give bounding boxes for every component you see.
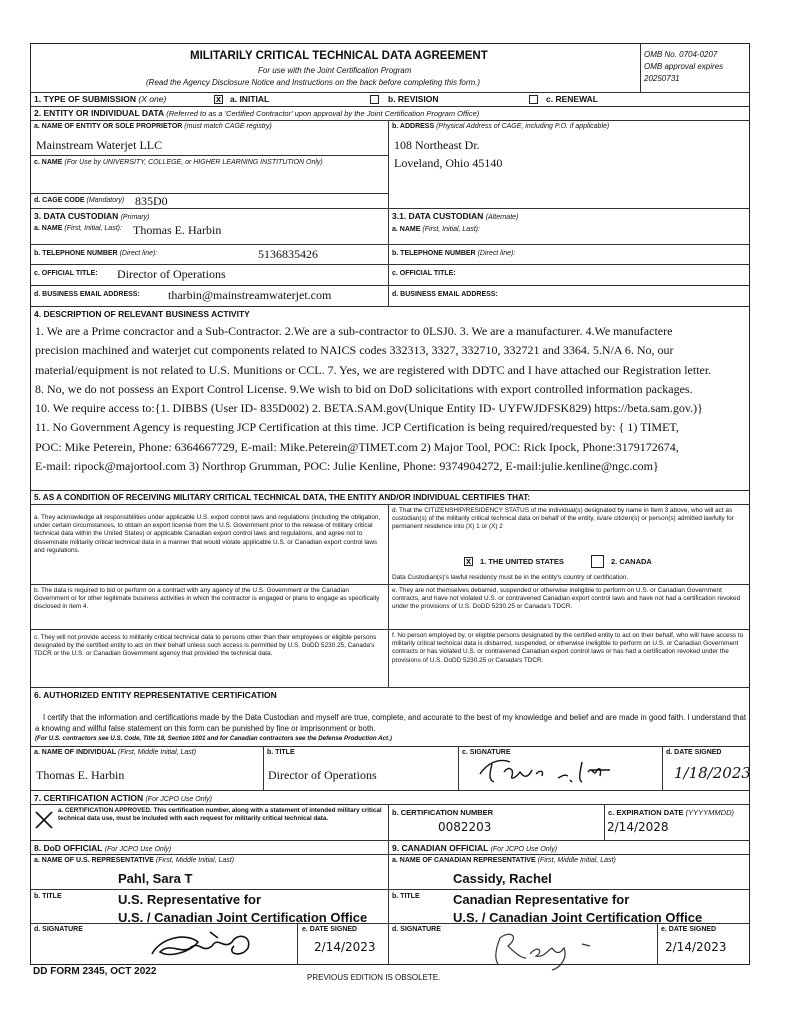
initial-label: a. INITIAL bbox=[230, 94, 270, 104]
address-label: b. ADDRESS (Physical Address of CAGE, including P.O. if applicable) bbox=[392, 123, 610, 130]
omb-approval: OMB approval expires bbox=[644, 62, 724, 71]
date-signed-value[interactable]: 1/18/2023 bbox=[674, 764, 751, 782]
address-line-1[interactable]: 108 Northeast Dr. bbox=[394, 138, 480, 152]
alt-custodian-email-label: d. BUSINESS EMAIL ADDRESS: bbox=[392, 291, 498, 298]
section-9-label: 9. CANADIAN OFFICIAL (For JCPO Use Only) bbox=[392, 843, 558, 853]
omb-number: OMB No. 0704-0207 bbox=[644, 50, 718, 59]
section-7-label: 7. CERTIFICATION ACTION (For JCPO Use Only) bbox=[34, 793, 212, 803]
activity-line: 8. No, we do not possess an Export Control License. 9.We wish to bid on DoD solicitations with export controlled information packages. bbox=[35, 381, 693, 396]
rep-signature-label: c. SIGNATURE bbox=[462, 749, 511, 756]
revision-checkbox[interactable] bbox=[370, 95, 379, 104]
ca-signature-label: d. SIGNATURE bbox=[392, 926, 441, 933]
custodian-name-label: a. NAME (First, Initial, Last): bbox=[34, 225, 122, 232]
us-rep-title-label: b. TITLE bbox=[34, 893, 62, 900]
us-residency-checkbox[interactable]: x bbox=[465, 556, 471, 566]
ca-rep-name-value[interactable]: Cassidy, Rachel bbox=[453, 871, 552, 886]
activity-line: POC: Mike Peterein, Phone: 6364667729, E-mail: Mike.Peterein@TIMET.com 2) Major Tool, POC: Rick Ipock, Phone:3179172674, bbox=[35, 439, 679, 454]
section-5-label: 5. AS A CONDITION OF RECEIVING MILITARY CRITICAL TECHNICAL DATA, THE ENTITY AND/OR INDIVIDUAL CERTIFIES THAT: bbox=[34, 493, 531, 502]
certify-a-text: a. They acknowledge all responsibilities under applicable U.S. export control laws and regulations (including the obligation, under certain circumstances, to obtain an export license from the U.S. Government prior to the release of military critical technical data within the United States) or applicable Canadian export control laws and regulations, and agree not to disseminate militarily critical technical data in a manner that would violate applicable U.S. or Canadian export control laws and regulations. bbox=[34, 514, 381, 554]
rep-title-label: b. TITLE bbox=[267, 749, 295, 756]
certify-b-text: b. The data is required to bid or perform on a contract with any agency of the U.S. Government or the Canadian Government or for other legitimate business activities in which the contractor is engaged or plans to engage as specifically disclosed in item 4. bbox=[34, 587, 380, 611]
residency-note: Data Custodian(s)'s lawful residency must be in the entity's country of certification. bbox=[392, 574, 629, 581]
ca-rep-name-label: a. NAME OF CANADIAN REPRESENTATIVE (First, Middle Initial, Last) bbox=[392, 857, 616, 864]
custodian-name-value[interactable]: Thomas E. Harbin bbox=[133, 223, 222, 237]
institution-name-label: c. NAME (For Use by UNIVERSITY, COLLEGE, or HIGHER LEARNING INSTITUTION Only) bbox=[34, 159, 323, 166]
ca-rep-title-label: b. TITLE bbox=[392, 893, 420, 900]
form-subtitle: For use with the Joint Certification Program bbox=[258, 66, 412, 75]
certify-f-text: f. No person employed by, or eligible persons designated by the certified entity to act on their behalf, who will have access to militarily critical technical data is disbarred, suspended, or otherwise ineligible to perform on U.S. or Canadian Government contracts or has violated U.S. or contravened Canadian export control laws or has had a certification revoked under the provisions of U.S. DoDD 5230.25 or Canada's TDCR. bbox=[392, 632, 744, 664]
certify-e-text: e. They are not themselves debarred, suspended or otherwise ineligible to perform on U.S. or Canadian Government contracts, and have not violated U.S. or contravened Canadian export control laws and have not had a certification revoked under the provisions of U.S. DoDD 5230.25 or Canada's TDCR. bbox=[392, 587, 741, 611]
section-8-label: 8. DoD OFFICIAL (For JCPO Use Only) bbox=[34, 843, 172, 853]
ca-rep-title-line-2[interactable]: U.S. / Canadian Joint Certification Office bbox=[453, 910, 703, 925]
canada-residency-label: 2. CANADA bbox=[611, 557, 652, 566]
activity-line: 1. We are a Prime concractor and a Sub-Contractor. 2.We are a sub-contractor to 0LSJ0. 3. We are a manufacturer. 4.We manufactere bbox=[35, 324, 673, 338]
section-3-label: 3. DATA CUSTODIAN (Primary) bbox=[34, 211, 150, 221]
alt-custodian-title-label: c. OFFICIAL TITLE: bbox=[392, 270, 456, 277]
certification-legal-note: (For U.S. contractors see U.S. Code, Title 18, Section 1001 and for Canadian contractors see the Defense Production Act.) bbox=[35, 735, 392, 742]
ca-date-signed-label: e. DATE SIGNED bbox=[661, 926, 717, 933]
approved-x-mark-icon bbox=[34, 810, 54, 830]
address-line-2[interactable]: Loveland, Ohio 45140 bbox=[394, 156, 503, 170]
expiration-label: c. EXPIRATION DATE (YYYYMMDD) bbox=[608, 808, 735, 817]
alt-custodian-name-label: a. NAME (First, Initial, Last): bbox=[392, 226, 480, 233]
approval-text: a. CERTIFICATION APPROVED. This certification number, along with a statement of intended military critical technical data use, must be included with each request for militarily critical technical data. bbox=[58, 807, 382, 822]
business-activity-text[interactable] bbox=[35, 322, 747, 476]
initial-checkbox[interactable]: x bbox=[215, 94, 221, 104]
ca-rep-signature[interactable] bbox=[486, 924, 616, 974]
us-signature-label: d. SIGNATURE bbox=[34, 926, 83, 933]
renewal-checkbox[interactable] bbox=[529, 95, 538, 104]
activity-line: 10. We require access to:{1. DIBBS (User ID- 835D002) 2. BETA.SAM.gov(Unique Entity ID- UYFWJDFSK829) https://beta.sam.gov.)} bbox=[35, 401, 703, 416]
custodian-phone-value[interactable]: 5136835426 bbox=[258, 247, 318, 261]
activity-line: 11. No Government Agency is requesting JCP Certification at this time. JCP Certification is being required/requested by: { 1) TIMET, bbox=[35, 420, 679, 435]
custodian-title-label: c. OFFICIAL TITLE: bbox=[34, 270, 98, 277]
rep-name-value[interactable]: Thomas E. Harbin bbox=[36, 768, 125, 782]
cage-code-label: d. CAGE CODE (Mandatory) bbox=[34, 197, 125, 204]
expiration-value[interactable]: 2/14/2028 bbox=[607, 820, 669, 834]
canada-residency-checkbox[interactable] bbox=[591, 555, 604, 568]
renewal-label: c. RENEWAL bbox=[546, 94, 598, 104]
section-1-label: 1. TYPE OF SUBMISSION (X one) bbox=[34, 94, 167, 104]
form-number: DD FORM 2345, OCT 2022 bbox=[33, 966, 157, 977]
certify-c-text: c. They will not provide access to militarily critical technical data to persons other than their employees or eligible persons designated by the certified entity to act on their behalf unless such access is permitted by U.S. DoDD 5230.25, Canada's TDCR or the U.S. or Canadian Government agency that provided the technical data. bbox=[34, 634, 377, 658]
cert-number-label: b. CERTIFICATION NUMBER bbox=[392, 808, 494, 817]
obsolete-note: PREVIOUS EDITION IS OBSOLETE. bbox=[307, 973, 441, 982]
custodian-title-value[interactable]: Director of Operations bbox=[117, 267, 226, 281]
us-rep-name-label: a. NAME OF U.S. REPRESENTATIVE (First, Middle Initial, Last) bbox=[34, 857, 235, 864]
cert-number-value[interactable]: 0082203 bbox=[438, 820, 492, 834]
ca-rep-title-line-1[interactable]: Canadian Representative for bbox=[453, 892, 630, 907]
date-signed-label: d. DATE SIGNED bbox=[666, 749, 722, 756]
entity-name-label: a. NAME OF ENTITY OR SOLE PROPRIETOR (must match CAGE registry) bbox=[34, 123, 272, 130]
us-rep-signature[interactable] bbox=[140, 924, 270, 964]
ca-date-signed-value[interactable]: 2/14/2023 bbox=[665, 940, 727, 954]
activity-line: E-mail: ripock@majortool.com 3) Northrop Grumman, POC: Julie Kenline, Phone: 9374904272, E-mail:julie.kenline@ngc.com} bbox=[35, 459, 659, 474]
us-residency-label: 1. THE UNITED STATES bbox=[480, 557, 564, 566]
us-rep-title-line-2[interactable]: U.S. / Canadian Joint Certification Office bbox=[118, 910, 368, 925]
us-rep-title-line-1[interactable]: U.S. Representative for bbox=[118, 892, 262, 907]
rep-signature[interactable] bbox=[470, 752, 650, 788]
form-instructions: (Read the Agency Disclosure Notice and Instructions on the back before completing this form.) bbox=[146, 78, 481, 87]
rep-name-label: a. NAME OF INDIVIDUAL (First, Middle Initial, Last) bbox=[34, 749, 197, 756]
rep-title-value[interactable]: Director of Operations bbox=[268, 768, 377, 782]
custodian-email-value[interactable]: tharbin@mainstreamwaterjet.com bbox=[168, 288, 332, 302]
certify-d-text: d. That the CITIZENSHIP/RESIDENCY STATUS of the individual(s) designated by name in Item 3 above, who will act as custodian(s) of the militarily critical technical data on behalf of the entity, is/are citizen(s) or person(s) admitted lawfully for permanent residence into (X) 1 or (X) 2 bbox=[392, 507, 734, 531]
section-3-1-label: 3.1. DATA CUSTODIAN (Alternate) bbox=[392, 211, 519, 221]
us-date-signed-label: e. DATE SIGNED bbox=[302, 926, 358, 933]
form-title: MILITARILY CRITICAL TECHNICAL DATA AGREEMENT bbox=[190, 50, 488, 62]
us-rep-name-value[interactable]: Pahl, Sara T bbox=[118, 871, 193, 886]
section-6-label: 6. AUTHORIZED ENTITY REPRESENTATIVE CERTIFICATION bbox=[34, 690, 277, 700]
activity-line: material/equipment is not related to U.S. Munitions or CCL. 7. Yes, we are registered with DDTC and I have attached our Registration letter. bbox=[35, 362, 712, 377]
revision-label: b. REVISION bbox=[388, 94, 439, 104]
cage-code-value[interactable]: 835D0 bbox=[135, 194, 168, 208]
omb-date: 20250731 bbox=[644, 74, 680, 83]
section-2-label: 2. ENTITY OR INDIVIDUAL DATA (Referred to as a 'Certified Contractor' upon approval by the Joint Certification Program Office) bbox=[34, 108, 480, 118]
custodian-email-label: d. BUSINESS EMAIL ADDRESS: bbox=[34, 291, 140, 298]
entity-name-value[interactable]: Mainstream Waterjet LLC bbox=[36, 138, 163, 152]
certification-statement: I certify that the information and certifications made by the Data Custodian and myself are true, complete, and accurate to the best of my knowledge and belief and are made in good faith. I understand that a knowing and willful false statement on this form can be punished by fine or imprisonment or both. bbox=[35, 713, 746, 733]
alt-custodian-phone-label: b. TELEPHONE NUMBER (Direct line): bbox=[392, 250, 516, 257]
us-date-signed-value[interactable]: 2/14/2023 bbox=[314, 940, 376, 954]
activity-line: precision machined and waterjet cut components related to NAICS codes 332313, 3327, 332710, 332721 and 3364. 5.N/A 6. No, our bbox=[35, 343, 674, 358]
custodian-phone-label: b. TELEPHONE NUMBER (Direct line): bbox=[34, 250, 158, 257]
section-4-label: 4. DESCRIPTION OF RELEVANT BUSINESS ACTIVITY bbox=[34, 309, 250, 319]
